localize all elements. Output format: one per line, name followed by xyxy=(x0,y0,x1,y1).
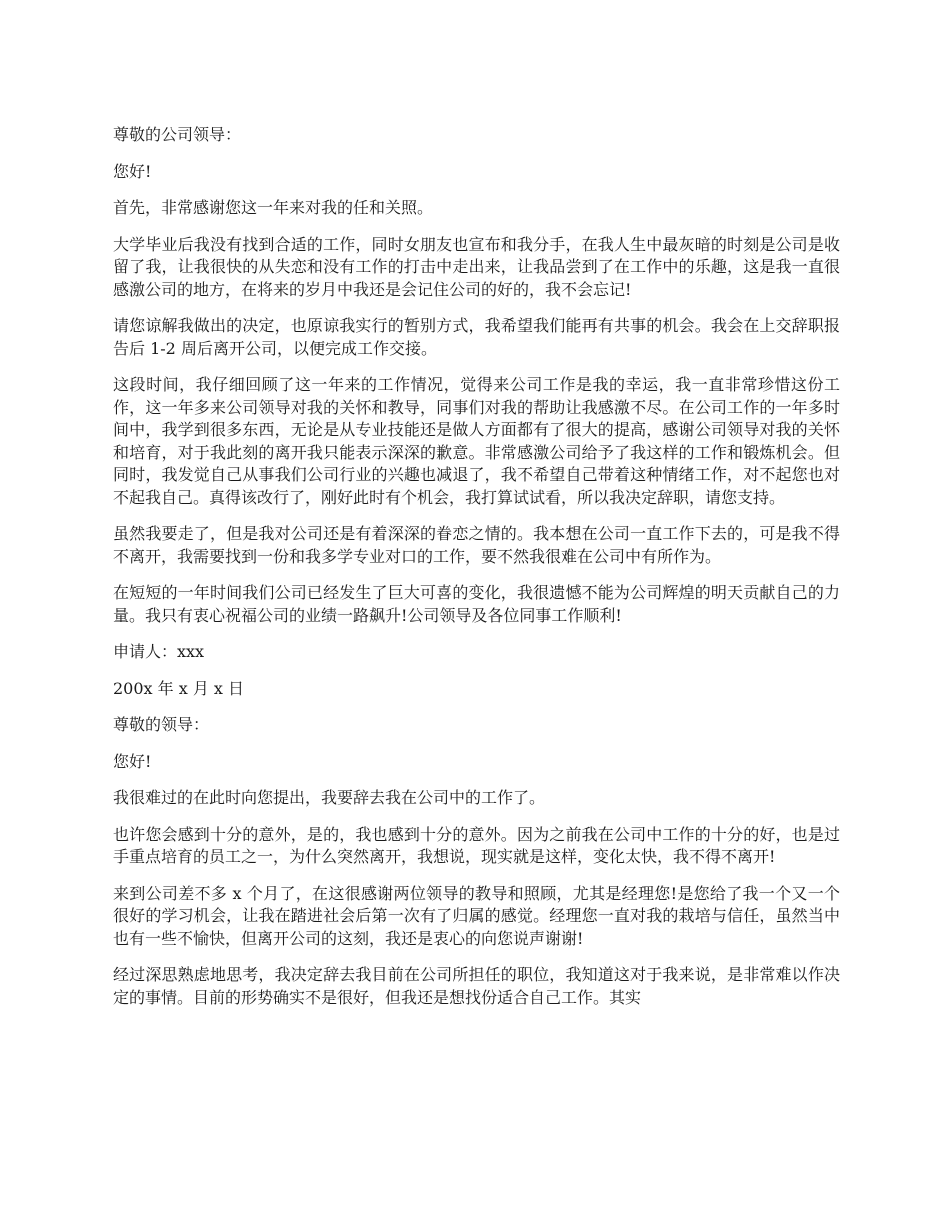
paragraph: 经过深思熟虑地思考，我决定辞去我目前在公司所担任的职位，我知道这对于我来说，是非常难以作决定的事情。目前的形势确实不是很好，但我还是想找份适合自己工作。其实 xyxy=(113,965,840,1007)
paragraph: 我很难过的在此时向您提出，我要辞去我在公司中的工作了。 xyxy=(113,788,546,807)
paragraph: 这段时间，我仔细回顾了这一年来的工作情况，觉得来公司工作是我的幸运，我一直非常珍惜这份工作，这一年多来公司领导对我的关怀和教导，同事们对我的帮助让我感激不尽。在公司工作的一年多时间中，我学到很多东西，无论是从专业技能还是做人方面都有了很大的提高，感谢公司领导对我的关怀和培育，对于我此刻的离开我只能表示深深的歉意。非常感激公司给予了我这样的工作和锻炼机会。但同时，我发觉自己从事我们公司行业的兴趣也减退了，我不希望自己带着这种情绪工作，对不起您也对不起我自己。真得该改行了，刚好此时有个机会，我打算试试看，所以我决定辞职，请您支持。 xyxy=(113,375,840,507)
greeting: 您好! xyxy=(113,161,152,181)
paragraph: 虽然我要走了，但是我对公司还是有着深深的眷恋之情的。我本想在公司一直工作下去的，可是我不得不离开，我需要找到一份和我多学专业对口的工作，要不然我很难在公司中有所作为。 xyxy=(113,524,840,566)
paragraph: 大学毕业后我没有找到合适的工作，同时女朋友也宣布和我分手，在我人生中最灰暗的时刻是公司是收留了我，让我很快的从失恋和没有工作的打击中走出来，让我品尝到了在工作中的乐趣，这是我一直很感激公司的地方，在将来的岁月中我还是会记住公司的好的，我不会忘记! xyxy=(113,234,840,299)
paragraph: 在短短的一年时间我们公司已经发生了巨大可喜的变化，我很遗憾不能为公司辉煌的明天贡献自己的力量。我只有衷心祝福公司的业绩一路飙升!公司领导及各位同事工作顺利! xyxy=(113,583,840,625)
document-body xyxy=(113,124,840,1023)
applicant-line: 申请人：xxx xyxy=(113,642,205,661)
salutation: 尊敬的公司领导： xyxy=(113,125,242,144)
paragraph: 请您谅解我做出的决定，也原谅我实行的暂别方式，我希望我们能再有共事的机会。我会在上交辞职报告后 1-2 周后离开公司，以便完成工作交接。 xyxy=(113,316,840,358)
date-line: 200x 年 x 月 x 日 xyxy=(113,678,245,698)
greeting: 您好! xyxy=(113,751,152,771)
paragraph: 也许您会感到十分的意外，是的，我也感到十分的意外。因为之前我在公司中工作的十分的好，也是过手重点培育的员工之一，为什么突然离开，我想说，现实就是这样，变化太快，我不得不离开! xyxy=(113,824,840,866)
paragraph: 来到公司差不多 x 个月了，在这很感谢两位领导的教导和照顾，尤其是经理您!是您给了我一个又一个很好的学习机会，让我在踏进社会后第一次有了归属的感觉。经理您一直对我的栽培与信任，虽然当中也有一些不愉快，但离开公司的这刻，我还是衷心的向您说声谢谢! xyxy=(113,883,840,948)
salutation: 尊敬的领导： xyxy=(113,715,210,734)
paragraph: 首先，非常感谢您这一年来对我的任和关照。 xyxy=(113,198,434,217)
